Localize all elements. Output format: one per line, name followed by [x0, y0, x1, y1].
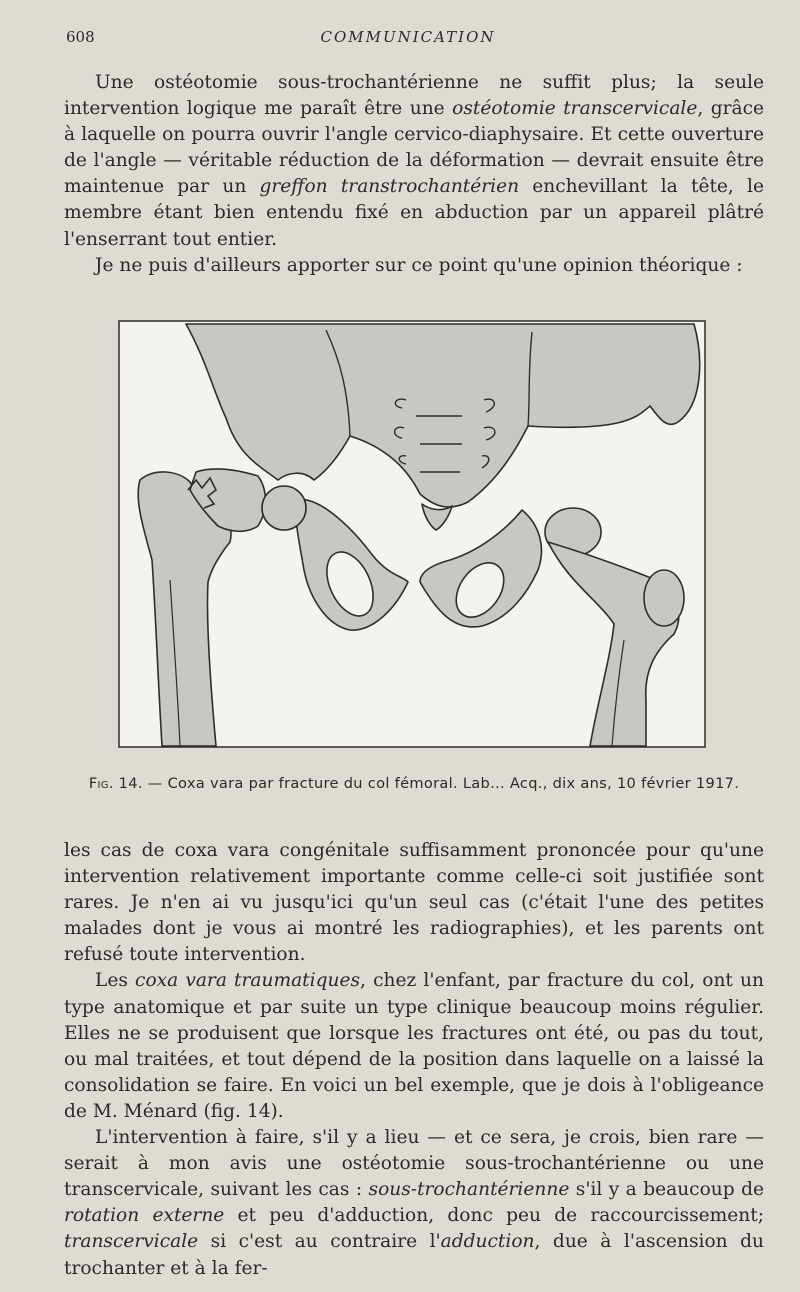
emphasis-osteotomie: ostéotomie transcervicale — [452, 98, 698, 120]
emphasis-coxa-vara: coxa vara traumatiques — [135, 970, 361, 992]
paragraph-4: Les coxa vara traumatiques, chez l'enfant, par fracture du col, ont un type anatomique et par suite un type clinique beaucoup moins régulier. Elles ne se produisent que lorsque les fractures ont été, ou pas du tout, ou mal traitées, et tout dépend de la position dans laquelle on a laissé la consolidation se faire. En voici un bel exemple, que je dois à l'obligeance de M. Ménard (fig. 14). — [64, 970, 764, 1122]
page-header — [66, 28, 750, 50]
emphasis-greffon: greffon transtrochantérien — [259, 176, 520, 198]
caption-label: Fig. 14. — [88, 775, 143, 792]
paragraph-3: les cas de coxa vara congénitale suffisamment prononcée pour qu'une intervention relativement importante comme celle-ci soit justifiée sont rares. Je n'en ai vu jusqu'ici qu'un seul cas (c'était l'une des petites malades dont je vous ai montré les radiographies), et les parents ont refusé toute intervention. — [64, 840, 764, 966]
paragraph-2: Je ne puis d'ailleurs apporter sur ce point qu'une opinion théorique : — [95, 254, 743, 276]
figure-caption — [64, 775, 764, 792]
top-text-block — [64, 70, 764, 279]
caption-text: — Coxa vara par fracture du col fémoral. Lab... Acq., dix ans, 10 février 1917. — [142, 775, 740, 792]
bottom-text-block — [64, 838, 764, 1282]
figure-14-illustration — [118, 320, 706, 748]
paragraph-5: L'intervention à faire, s'il y a lieu — et ce sera, je crois, bien rare — serait à mon avis une ostéotomie sous-trochantérienne ou une transcervicale, suivant les cas : sous-trochantérienne s'il y a beaucoup de rotation externe et peu d'adduction, donc peu de raccourcissement; transcervicale si c'est au contraire l'adduction, due à l'ascension du trochanter et à la fer- — [64, 1127, 764, 1279]
running-title: COMMUNICATION — [320, 28, 496, 46]
page-number: 608 — [66, 28, 95, 46]
left-femoral-head — [262, 486, 306, 530]
right-trochanter — [644, 570, 684, 626]
paragraph-1: Une ostéotomie sous-trochantérienne ne suffit plus; la seule intervention logique me paraît être une ostéotomie transcervicale, grâce à laquelle on pourra ouvrir l'angle cervico-diaphysaire. Et cette ouverture de l'angle — véritable réduction de la déformation — devrait ensuite être maintenue par un greffon transtrochantérien enchevillant la tête, le membre étant bien entendu fixé en abduction par un appareil plâtré l'enserrant tout entier. — [64, 72, 765, 250]
